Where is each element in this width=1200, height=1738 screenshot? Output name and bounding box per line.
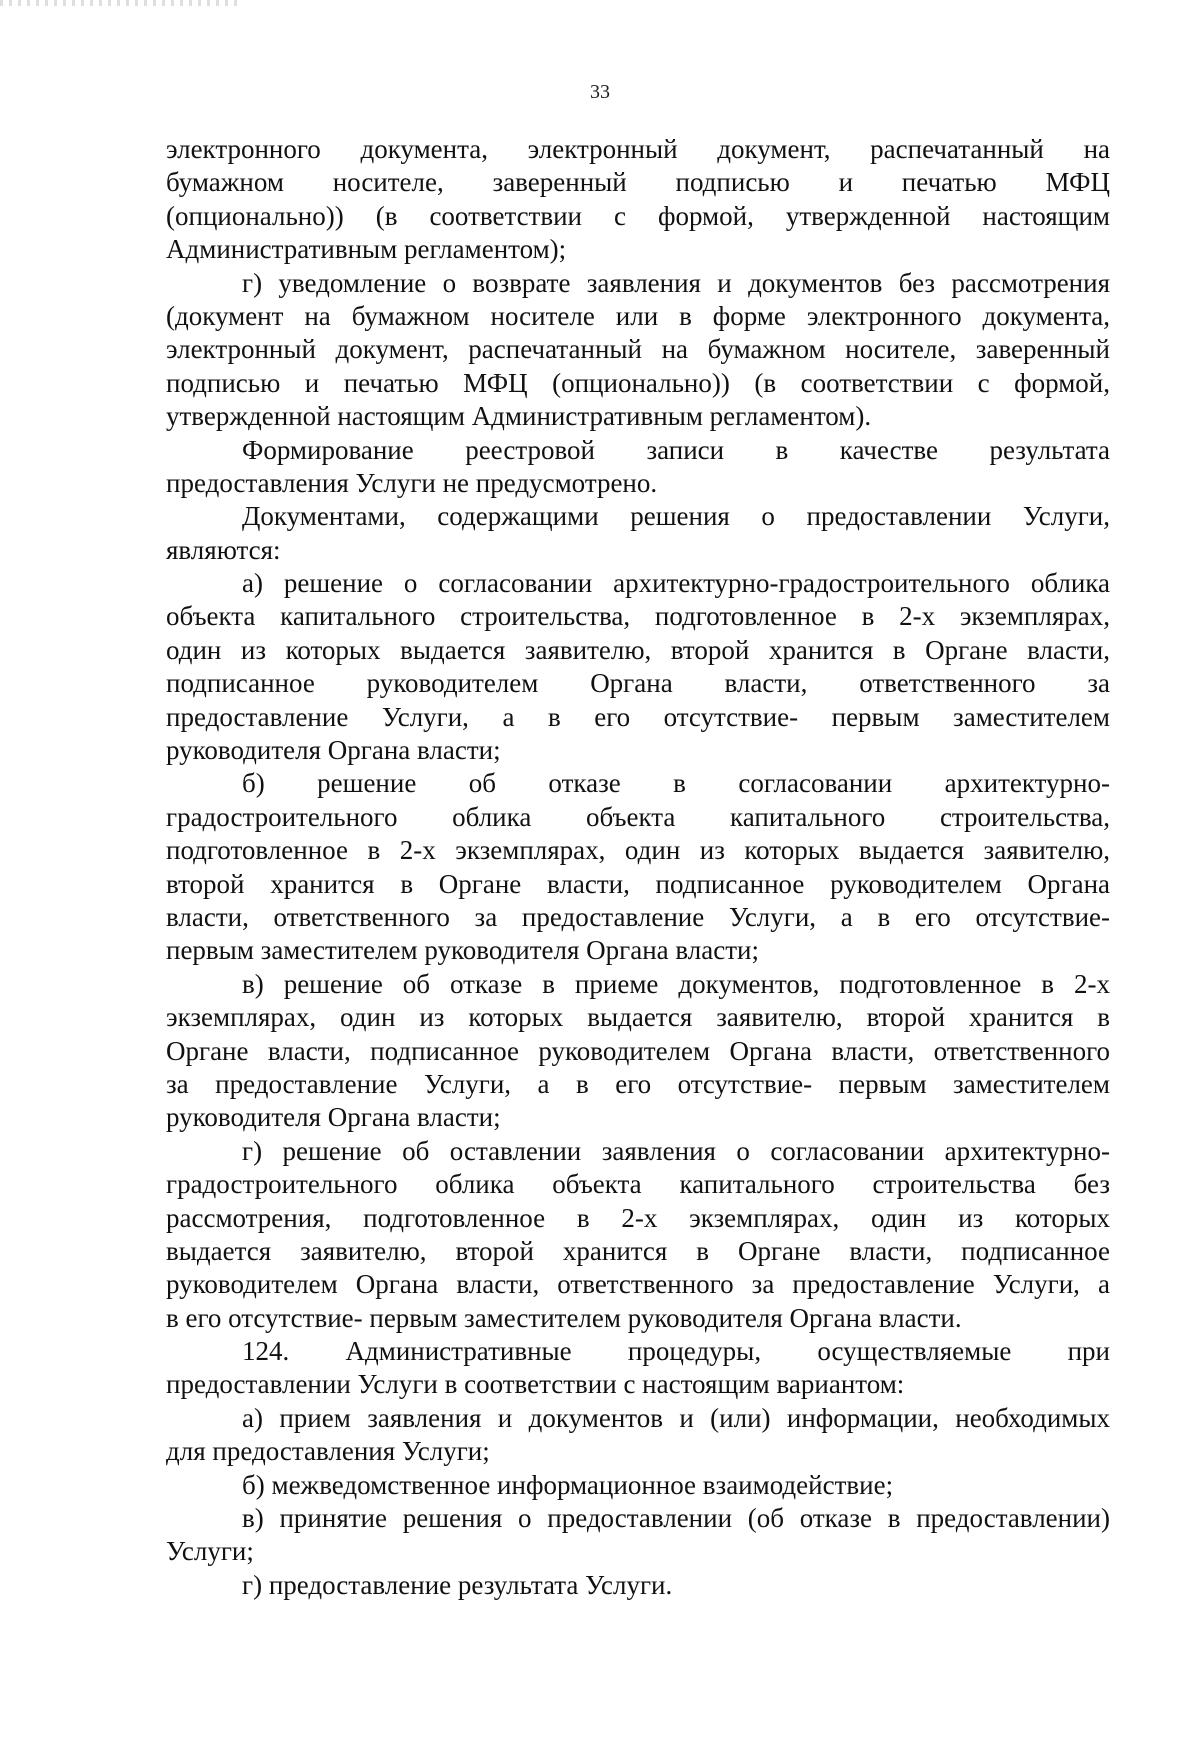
text-line: градостроительного облика объекта капитального строительства без: [166, 1169, 1110, 1200]
text-line: Административным регламентом);: [166, 234, 567, 265]
text-line: рассмотрения, подготовленное в 2-х экземплярах, один из которых: [166, 1202, 1110, 1233]
text-line: подписанное руководителем Органа власти, ответственного за: [166, 668, 1110, 699]
text-line: а) решение о согласовании архитектурно-градостроительного облика: [242, 568, 1110, 599]
text-line: Услуги;: [166, 1536, 254, 1567]
text-line: Органе власти, подписанное руководителем Органа власти, ответственного: [166, 1035, 1110, 1066]
text-line: 124. Административные процедуры, осуществляемые при: [242, 1336, 1110, 1367]
text-line: г) решение об оставлении заявления о согласовании архитектурно-: [242, 1135, 1110, 1166]
text-line: Документами, содержащими решения о предоставлении Услуги,: [242, 501, 1110, 532]
text-line: утвержденной настоящим Административным регламентом).: [166, 401, 872, 432]
text-line: для предоставления Услуги;: [166, 1436, 490, 1467]
text-line: за предоставление Услуги, а в его отсутствие- первым заместителем: [166, 1068, 1110, 1099]
text-line: г) уведомление о возврате заявления и документов без рассмотрения: [242, 267, 1110, 298]
text-line: в его отсутствие- первым заместителем руководителя Органа власти.: [166, 1302, 962, 1333]
text-line: второй хранится в Органе власти, подписанное руководителем Органа: [166, 868, 1110, 899]
text-line: а) прием заявления и документов и (или) информации, необходимых: [242, 1402, 1110, 1433]
text-line: выдается заявителю, второй хранится в Органе власти, подписанное: [166, 1235, 1110, 1266]
text-line: бумажном носителе, заверенный подписью и печатью МФЦ: [166, 167, 1110, 198]
text-line: предоставлении Услуги в соответствии с настоящим вариантом:: [166, 1369, 905, 1400]
text-line: предоставления Услуги не предусмотрено.: [166, 467, 658, 498]
text-line: (документ на бумажном носителе или в форме электронного документа,: [166, 300, 1110, 331]
text-line: являются:: [166, 534, 281, 565]
text-line: один из которых выдается заявителю, второй хранится в Органе власти,: [166, 634, 1110, 665]
text-line: руководителя Органа власти;: [166, 1102, 501, 1133]
text-line: руководителя Органа власти;: [166, 735, 501, 766]
text-line: предоставление Услуги, а в его отсутствие- первым заместителем: [166, 701, 1110, 732]
text-line: в) решение об отказе в приеме документов, подготовленное в 2-х: [242, 968, 1110, 999]
text-line: объекта капитального строительства, подготовленное в 2-х экземплярах,: [166, 601, 1110, 632]
text-line: первым заместителем руководителя Органа власти;: [166, 935, 759, 966]
text-line: б) решение об отказе в согласовании архитектурно-: [242, 768, 1110, 799]
scan-artifact: [0, 0, 240, 6]
text-line: электронный документ, распечатанный на бумажном носителе, заверенный: [166, 334, 1110, 365]
text-line: в) принятие решения о предоставлении (об отказе в предоставлении): [242, 1503, 1110, 1534]
text-line: (опционально)) (в соответствии с формой, утвержденной настоящим: [166, 200, 1110, 231]
document-body: [166, 133, 1110, 1602]
text-line: подготовленное в 2-х экземплярах, один из которых выдается заявителю,: [166, 835, 1110, 866]
text-line: б) межведомственное информационное взаимодействие;: [242, 1469, 894, 1500]
text-line: руководителем Органа власти, ответственного за предоставление Услуги, а: [166, 1269, 1110, 1300]
text-line: власти, ответственного за предоставление Услуги, а в его отсутствие-: [166, 901, 1110, 932]
text-line: подписью и печатью МФЦ (опционально)) (в соответствии с формой,: [166, 367, 1110, 398]
page-number: 33: [590, 81, 610, 103]
text-line: Формирование реестровой записи в качестве результата: [242, 434, 1110, 465]
text-line: электронного документа, электронный документ, распечатанный на: [166, 134, 1110, 164]
text-line: экземплярах, один из которых выдается заявителю, второй хранится в: [166, 1002, 1110, 1033]
text-line: г) предоставление результата Услуги.: [242, 1569, 673, 1600]
text-line: градостроительного облика объекта капитального строительства,: [166, 801, 1110, 832]
